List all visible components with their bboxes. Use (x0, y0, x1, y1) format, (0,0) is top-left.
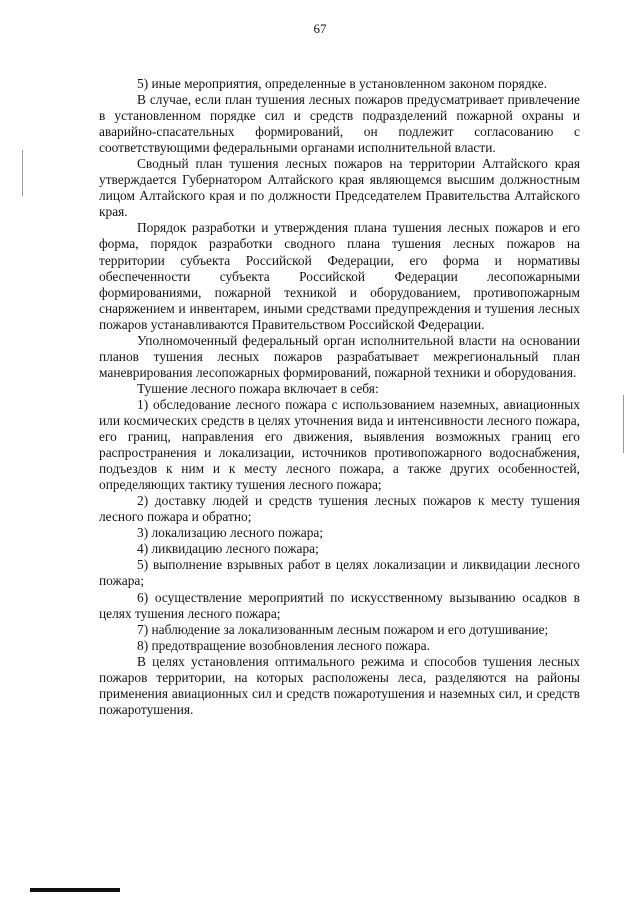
paragraph: 5) иные мероприятия, определенные в установленном законом порядке. (137, 76, 547, 91)
paragraph: 6) осуществление мероприятий по искусственному вызыванию осадков в целях тушения лесного пожара; (99, 589, 580, 621)
paragraph: В целях установления оптимального режима и способов тушения лесных пожаров территории, на которых расположены леса, разделяются на районы применения авиационных сил и средств пожаротушения и наземных сил, и средств пожаротушения. (99, 653, 580, 717)
paragraph: Уполномоченный федеральный орган исполнительной власти на основании планов тушения лесных пожаров разрабатывает межрегиональный план маневрирования лесопожарных формирований, пожарной техники и оборудования. (99, 332, 580, 380)
page-number: 67 (313, 21, 327, 36)
paragraph: 3) локализацию лесного пожара; (137, 525, 324, 541)
paragraph: Сводный план тушения лесных пожаров на территории Алтайского края утверждается Губернатором Алтайского края являющемся высшим должностным лицом Алтайского края и по должности Председателем Правительства Алтайского края. (99, 156, 580, 220)
document-body (99, 76, 580, 718)
paragraph: 7) наблюдение за локализованным лесным пожаром и его дотушивание; (137, 621, 549, 637)
paragraph: 4) ликвидацию лесного пожара; (137, 541, 319, 557)
paragraph: 2) доставку людей и средств тушения лесных пожаров к месту тушения лесного пожара и обратно; (99, 493, 580, 525)
paragraph: 1) обследование лесного пожара с использованием наземных, авиационных или космических средств в целях уточнения вида и интенсивности лесного пожара, его границ, направления его движения, выявления возможных границ его распространения и локализации, источников противопожарного водоснабжения, подъездов к ним и к месту лесного пожара, а также других особенностей, определяющих тактику тушения лесного пожара; (99, 396, 580, 493)
paragraph: В случае, если план тушения лесных пожаров предусматривает привлечение в установленном порядке сил и средств подразделений пожарной охраны и аварийно-спасательных формирований, он подлежит согласованию с соответствующими федеральными органами исполнительной власти. (99, 92, 580, 156)
paragraph: 8) предотвращение возобновления лесного пожара. (137, 637, 430, 653)
scan-mark-left (22, 150, 23, 196)
paragraph: Тушение лесного пожара включает в себя: (137, 380, 379, 396)
paragraph: 5) выполнение взрывных работ в целях локализации и ликвидации лесного пожара; (99, 557, 580, 589)
paragraph: Порядок разработки и утверждения плана тушения лесных пожаров и его форма, порядок разработки сводного плана тушения лесных пожаров на территории субъекта Российской Федерации, его форма и нормативы обеспеченности субъекта Российской Федерации лесопожарными формированиями, пожарной техникой и оборудованием, противопожарным снаряжением и инвентарем, иными средствами предупреждения и тушения лесных пожаров устанавливаются Правительством Российской Федерации. (99, 220, 580, 332)
footer-rule (30, 888, 120, 892)
scan-mark-right (623, 395, 624, 453)
